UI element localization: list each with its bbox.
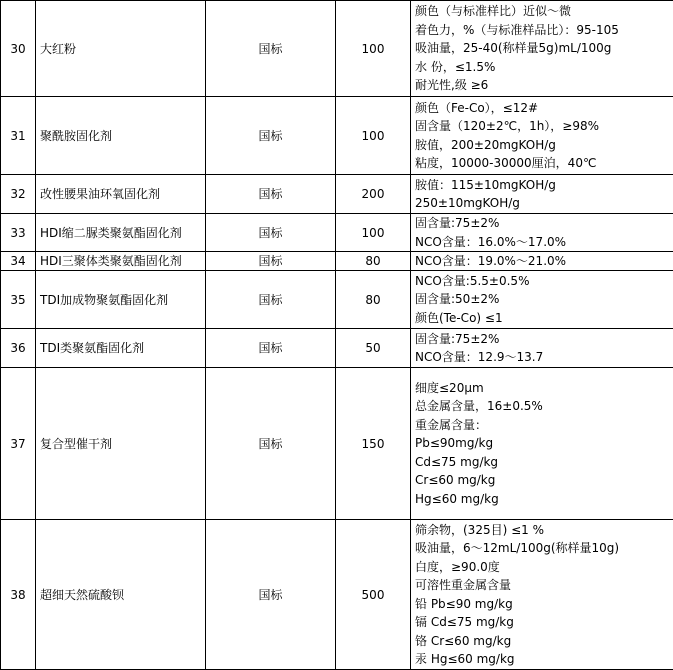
requirement-line: 颜色(Te-Co) ≤1 xyxy=(415,309,669,328)
table-row xyxy=(1,271,673,329)
product-name: 超细天然硫酸钡 xyxy=(36,520,206,670)
product-name: 大红粉 xyxy=(36,1,206,97)
requirement-line: 固含量:75±2% xyxy=(415,330,669,349)
product-name: 复合型催干剂 xyxy=(36,368,206,520)
requirement-line: 250±10mgKOH/g xyxy=(415,194,669,213)
requirement-line: 粘度，10000-30000厘泊，40℃ xyxy=(415,154,669,173)
requirements-cell xyxy=(411,214,673,252)
standard: 国标 xyxy=(206,329,336,368)
requirement-line: 耐光性,级 ≥6 xyxy=(415,76,669,95)
table-row xyxy=(1,368,673,520)
standard: 国标 xyxy=(206,520,336,670)
quantity: 100 xyxy=(336,97,411,175)
requirements-cell xyxy=(411,97,673,175)
requirement-line: Cd≤75 mg/kg xyxy=(415,453,669,472)
standard: 国标 xyxy=(206,368,336,520)
requirement-line: 固含量:75±2% xyxy=(415,214,669,233)
requirement-line: Cr≤60 mg/kg xyxy=(415,471,669,490)
requirement-line: 重金属含量： xyxy=(415,416,669,435)
quantity: 500 xyxy=(336,520,411,670)
standard: 国标 xyxy=(206,214,336,252)
table-row xyxy=(1,520,673,670)
requirement-line: NCO含量：16.0%～17.0% xyxy=(415,233,669,252)
row-number: 35 xyxy=(1,271,36,329)
requirements-cell xyxy=(411,175,673,214)
product-name: 改性腰果油环氧固化剂 xyxy=(36,175,206,214)
row-number: 36 xyxy=(1,329,36,368)
requirements-cell xyxy=(411,329,673,368)
row-number: 33 xyxy=(1,214,36,252)
quantity: 100 xyxy=(336,1,411,97)
product-name: HDI三聚体类聚氨酯固化剂 xyxy=(36,252,206,271)
row-number: 34 xyxy=(1,252,36,271)
row-number: 38 xyxy=(1,520,36,670)
standard: 国标 xyxy=(206,175,336,214)
requirement-line: 汞 Hg≤60 mg/kg xyxy=(415,650,669,669)
requirements-cell xyxy=(411,368,673,520)
quantity: 150 xyxy=(336,368,411,520)
requirement-line: 吸油量，25-40(称样量5g)mL/100g xyxy=(415,39,669,58)
requirement-line: NCO含量：12.9～13.7 xyxy=(415,348,669,367)
spec-table-body xyxy=(1,1,673,670)
requirements-cell xyxy=(411,520,673,670)
requirement-line: 白度，≥90.0度 xyxy=(415,558,669,577)
quantity: 100 xyxy=(336,214,411,252)
requirement-line: 胺值：115±10mgKOH/g xyxy=(415,176,669,195)
requirement-line: Pb≤90mg/kg xyxy=(415,434,669,453)
requirement-line: 细度≤20μm xyxy=(415,379,669,398)
requirement-line: 胺值，200±20mgKOH/g xyxy=(415,136,669,155)
row-number: 31 xyxy=(1,97,36,175)
quantity: 80 xyxy=(336,252,411,271)
standard: 国标 xyxy=(206,271,336,329)
requirement-line: 筛余物，(325目) ≤1 % xyxy=(415,521,669,540)
standard: 国标 xyxy=(206,1,336,97)
requirement-line: 总金属含量，16±0.5% xyxy=(415,397,669,416)
requirements-cell xyxy=(411,252,673,271)
row-number: 32 xyxy=(1,175,36,214)
standard: 国标 xyxy=(206,97,336,175)
row-number: 37 xyxy=(1,368,36,520)
requirement-line: 颜色（Fe-Co），≤12# xyxy=(415,99,669,118)
requirement-line: 铬 Cr≤60 mg/kg xyxy=(415,632,669,651)
product-name: HDI缩二脲类聚氨酯固化剂 xyxy=(36,214,206,252)
requirement-line: 颜色（与标准样比）近似～微 xyxy=(415,2,669,21)
product-name: 聚酰胺固化剂 xyxy=(36,97,206,175)
requirement-line: 可溶性重金属含量 xyxy=(415,576,669,595)
row-number: 30 xyxy=(1,1,36,97)
requirement-line: 吸油量，6～12mL/100g(称样量10g) xyxy=(415,539,669,558)
table-row xyxy=(1,252,673,271)
product-name: TDI加成物聚氨酯固化剂 xyxy=(36,271,206,329)
requirement-line: 着色力，%（与标准样品比）：95-105 xyxy=(415,21,669,40)
table-row xyxy=(1,97,673,175)
quantity: 50 xyxy=(336,329,411,368)
requirement-line: 水 份，≤1.5% xyxy=(415,58,669,77)
quantity: 200 xyxy=(336,175,411,214)
table-row xyxy=(1,214,673,252)
table-row xyxy=(1,329,673,368)
requirements-cell xyxy=(411,271,673,329)
requirement-line: 固含量:50±2% xyxy=(415,290,669,309)
standard: 国标 xyxy=(206,252,336,271)
requirement-line: NCO含量:5.5±0.5% xyxy=(415,272,669,291)
product-name: TDI类聚氨酯固化剂 xyxy=(36,329,206,368)
table-row xyxy=(1,175,673,214)
requirements-cell xyxy=(411,1,673,97)
requirement-line: NCO含量：19.0%～21.0% xyxy=(415,253,669,269)
requirement-line: 镉 Cd≤75 mg/kg xyxy=(415,613,669,632)
quantity: 80 xyxy=(336,271,411,329)
table-row xyxy=(1,1,673,97)
requirement-line: 固含量（120±2℃，1h），≥98% xyxy=(415,117,669,136)
requirement-line: 铅 Pb≤90 mg/kg xyxy=(415,595,669,614)
requirement-line: Hg≤60 mg/kg xyxy=(415,490,669,509)
